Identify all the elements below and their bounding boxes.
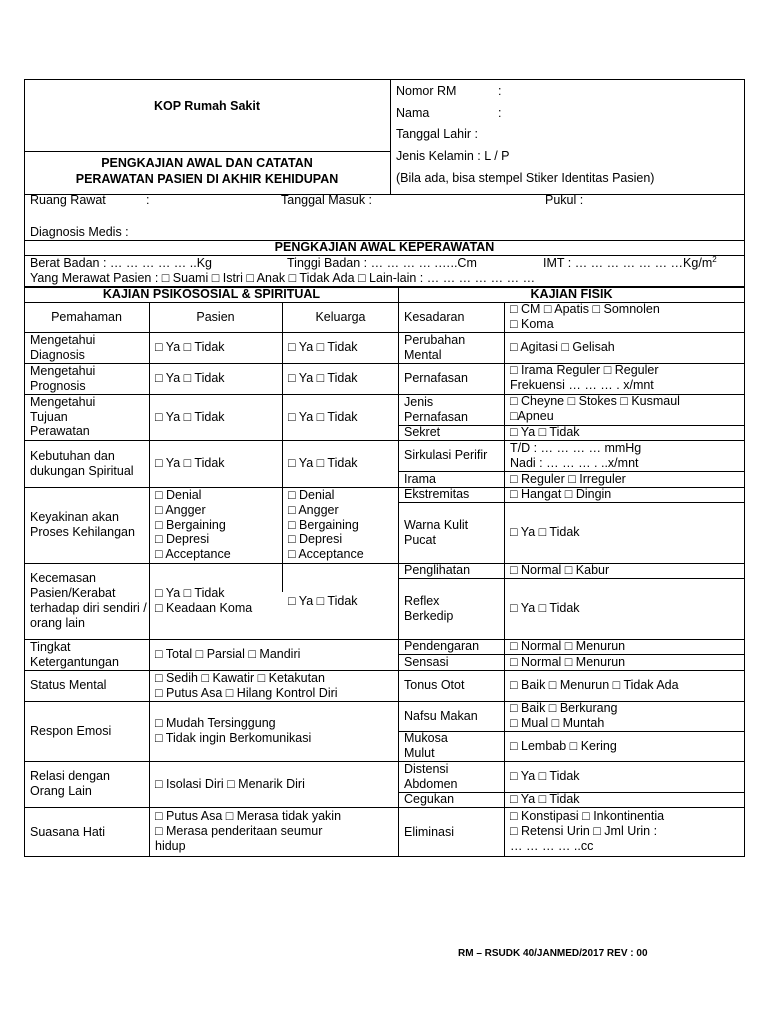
kesadaran-line2[interactable]: □ Koma: [510, 316, 554, 331]
tanggal-masuk-label: Tanggal Masuk :: [281, 193, 373, 207]
imt-superscript: 2: [712, 254, 717, 264]
suasana-line2[interactable]: □ Merasa penderitaan seumur: [155, 823, 323, 838]
tonus-options[interactable]: □ Baik □ Menurun □ Tidak Ada: [510, 678, 679, 693]
fisik-label-jenis-pernafasan: Jenis Pernafasan: [404, 394, 468, 424]
jenis-pernafasan-options[interactable]: [510, 394, 745, 424]
row-label-keyakinan: Keyakinan akan Proses Kehilangan: [30, 510, 135, 539]
psiko-col2-line: [282, 302, 283, 592]
kebutuhan-keluarga-checkbox[interactable]: □ Ya □ Tidak: [288, 456, 358, 471]
status-mental-options[interactable]: [155, 671, 395, 701]
fisik-label-distensi: Distensi Abdomen: [404, 761, 458, 791]
psiko-col1-line: [149, 302, 150, 857]
suasana-line1[interactable]: □ Putus Asa □ Merasa tidak yakin: [155, 809, 342, 823]
warna-kulit-checkbox[interactable]: □ Ya □ Tidak: [510, 525, 580, 540]
denial-checkbox[interactable]: □ Denial: [288, 488, 335, 502]
tujuan-pasien-checkbox[interactable]: □ Ya □ Tidak: [155, 409, 225, 424]
depresi-checkbox[interactable]: □ Depresi: [155, 532, 210, 547]
fisik-col-line: [504, 302, 505, 857]
row-label-suasana-hati: Suasana Hati: [30, 824, 106, 839]
tinggi-badan-field: Tinggi Badan : … … … … .…..Cm: [287, 256, 477, 270]
row-label-diagnosis: Mengetahui Diagnosis: [30, 332, 96, 362]
nomor-rm-label: Nomor RM: [396, 84, 457, 98]
nafsu-line2[interactable]: □ Mual □ Muntah: [510, 715, 605, 730]
fisik-label-pendengaran: Pendengaran: [404, 639, 480, 654]
row-label-kecemasan: Kecemasan Pasien/Kerabat terhadap diri sendiri / orang lain: [30, 571, 147, 630]
sensasi-options[interactable]: □ Normal □ Menurun: [510, 654, 626, 669]
diagnosis-pasien-checkbox[interactable]: □ Ya □ Tidak: [155, 340, 225, 355]
tanggal-lahir-label: Tanggal Lahir :: [396, 127, 479, 141]
info-box: [24, 194, 745, 241]
prognosis-keluarga-checkbox[interactable]: □ Ya □ Tidak: [288, 371, 358, 386]
sirkulasi-fields[interactable]: [510, 441, 742, 471]
pukul-label: Pukul :: [545, 193, 584, 207]
keyakinan-keluarga-options[interactable]: [288, 488, 398, 562]
form-code-footer: RM – RSUDK 40/JANMED/2017 REV : 00: [458, 948, 648, 959]
col-pemahaman: Pemahaman: [51, 309, 122, 324]
jenis-line2[interactable]: □Apneu: [510, 408, 554, 423]
prognosis-pasien-checkbox[interactable]: □ Ya □ Tidak: [155, 371, 225, 386]
kecemasan-pasien-checkbox[interactable]: □ Ya □ Tidak: [155, 586, 225, 600]
fisik-label-penglihatan: Penglihatan: [404, 563, 471, 578]
cegukan-checkbox[interactable]: □ Ya □ Tidak: [510, 792, 580, 807]
relasi-options[interactable]: □ Isolasi Diri □ Menarik Diri: [155, 776, 305, 791]
acceptance-checkbox[interactable]: □ Acceptance: [288, 547, 364, 562]
keyakinan-pasien-options[interactable]: [155, 488, 280, 562]
status-mental-line2[interactable]: □ Putus Asa □ Hilang Kontrol Diri: [155, 685, 338, 700]
angger-checkbox[interactable]: □ Angger: [155, 502, 206, 517]
penglihatan-options[interactable]: □ Normal □ Kabur: [510, 563, 610, 578]
form-title-line2: PERAWATAN PASIEN DI AKHIR KEHIDUPAN: [75, 172, 339, 186]
ekstremitas-options[interactable]: □ Hangat □ Dingin: [510, 487, 612, 502]
nafsu-line1[interactable]: □ Baik □ Berkurang: [510, 701, 618, 715]
fisik-label-sirkulasi: Sirkulasi Perifir: [404, 448, 488, 463]
nafsu-options[interactable]: [510, 701, 742, 731]
eliminasi-line3[interactable]: … … … … ..cc: [510, 838, 594, 853]
row-label-ketergantungan: Tingkat Ketergantungan: [30, 639, 119, 669]
fisik-label-warna-kulit: Warna Kulit Pucat: [404, 517, 469, 547]
reflex-checkbox[interactable]: □ Ya □ Tidak: [510, 601, 580, 616]
stiker-note: (Bila ada, bisa stempel Stiker Identitas Pasien): [396, 171, 655, 185]
fisik-label-pernafasan: Pernafasan: [404, 371, 468, 386]
suasana-line3: hidup: [155, 838, 186, 853]
jenis-line1[interactable]: □ Cheyne □ Stokes □ Kusmaul: [510, 394, 680, 408]
diagnosis-medis-label: Diagnosis Medis :: [30, 225, 129, 239]
distensi-checkbox[interactable]: □ Ya □ Tidak: [510, 769, 580, 784]
sekret-checkbox[interactable]: □ Ya □ Tidak: [510, 425, 580, 440]
kecemasan-pasien-options[interactable]: [155, 586, 280, 616]
col-keluarga: Keluarga: [315, 309, 366, 324]
row-label-relasi: Relasi dengan Orang Lain: [30, 769, 110, 798]
fisik-label-irama: Irama: [404, 471, 436, 486]
section-title: PENGKAJIAN AWAL KEPERAWATAN: [274, 240, 495, 254]
fisik-label-tonus-otot: Tonus Otot: [404, 678, 465, 693]
kecemasan-keluarga-checkbox[interactable]: □ Ya □ Tidak: [288, 593, 358, 608]
kebutuhan-pasien-checkbox[interactable]: □ Ya □ Tidak: [155, 456, 225, 471]
eliminasi-options[interactable]: [510, 809, 742, 853]
fisik-label-kesadaran: Kesadaran: [404, 309, 465, 324]
fisik-label-mukosa-mulut: Mukosa Mulut: [404, 731, 448, 760]
acceptance-checkbox[interactable]: □ Acceptance: [155, 547, 231, 562]
kop-rumah-sakit: KOP Rumah Sakit: [153, 99, 261, 113]
eliminasi-line1[interactable]: □ Konstipasi □ Inkontinentia: [510, 809, 665, 823]
fisik-title: KAJIAN FISIK: [530, 287, 613, 301]
tujuan-keluarga-checkbox[interactable]: □ Ya □ Tidak: [288, 409, 358, 424]
jenis-kelamin-label: Jenis Kelamin : L / P: [396, 149, 510, 163]
pernafasan-line1[interactable]: □ Irama Reguler □ Reguler: [510, 363, 659, 377]
nomor-rm-colon: :: [498, 84, 502, 98]
form-title-line1: PENGKAJIAN AWAL DAN CATATAN: [101, 156, 313, 170]
row-label-respon-emosi: Respon Emosi: [30, 723, 112, 738]
row-label-kebutuhan: Kebutuhan dan dukungan Spiritual: [30, 448, 134, 478]
tidak-berkomunikasi-checkbox[interactable]: □ Tidak ingin Berkomunikasi: [155, 730, 312, 745]
kesadaran-line1[interactable]: □ CM □ Apatis □ Somnolen: [510, 302, 660, 316]
bergaining-checkbox[interactable]: □ Bergaining: [155, 517, 226, 532]
pendengaran-options[interactable]: □ Normal □ Menurun: [510, 639, 626, 654]
imt-text: IMT : … … … … … … …Kg/m: [543, 256, 713, 270]
keadaan-koma-checkbox[interactable]: □ Keadaan Koma: [155, 600, 253, 615]
row-label-status-mental: Status Mental: [30, 678, 107, 693]
mukosa-options[interactable]: □ Lembab □ Kering: [510, 738, 617, 753]
depresi-checkbox[interactable]: □ Depresi: [288, 532, 343, 547]
eliminasi-line2[interactable]: □ Retensi Urin □ Jml Urin :: [510, 823, 658, 838]
status-mental-line1[interactable]: □ Sedih □ Kawatir □ Ketakutan: [155, 671, 325, 685]
perubahan-mental-options[interactable]: □ Agitasi □ Gelisah: [510, 340, 615, 355]
yang-merawat-field: Yang Merawat Pasien : □ Suami □ Istri □ Anak □ Tidak Ada □ Lain-lain : … … … … … … …: [30, 271, 536, 285]
nama-colon: :: [498, 106, 502, 120]
fisik-label-sekret: Sekret: [404, 425, 441, 440]
psiko-title: KAJIAN PSIKOSOSIAL & SPIRITUAL: [102, 287, 321, 301]
td-field[interactable]: T/D : … … … … mmHg: [510, 441, 642, 455]
irama-options[interactable]: □ Reguler □ Irreguler: [510, 471, 626, 486]
diagnosis-keluarga-checkbox[interactable]: □ Ya □ Tidak: [288, 340, 358, 355]
kesadaran-options[interactable]: [510, 302, 742, 332]
fisik-label-sensasi: Sensasi: [404, 654, 449, 669]
header-divider: [390, 79, 391, 195]
row-label-tujuan: Mengetahui Tujuan Perawatan: [30, 394, 96, 439]
respon-emosi-options[interactable]: [155, 716, 395, 746]
nadi-field[interactable]: Nadi : … … … . ..x/mnt: [510, 455, 639, 470]
row-label-prognosis: Mengetahui Prognosis: [30, 363, 96, 393]
fisik-label-nafsu-makan: Nafsu Makan: [404, 708, 478, 723]
ruang-rawat-colon: :: [146, 193, 150, 207]
mudah-tersinggung-checkbox[interactable]: □ Mudah Tersinggung: [155, 716, 276, 730]
angger-checkbox[interactable]: □ Angger: [288, 502, 339, 517]
suasana-hati-options[interactable]: [155, 809, 395, 853]
pernafasan-options[interactable]: [510, 363, 742, 393]
fisik-label-eliminasi: Eliminasi: [404, 824, 455, 839]
bergaining-checkbox[interactable]: □ Bergaining: [288, 517, 359, 532]
fisik-label-perubahan-mental: Perubahan Mental: [404, 332, 466, 362]
col-pasien: Pasien: [196, 309, 235, 324]
nama-label: Nama: [396, 106, 430, 120]
imt-field: [543, 256, 717, 271]
ketergantungan-options[interactable]: □ Total □ Parsial □ Mandiri: [155, 647, 301, 662]
kop-divider: [24, 151, 390, 152]
berat-badan-field: Berat Badan : … … … … … ..Kg: [30, 256, 213, 270]
fisik-label-ekstremitas: Ekstremitas: [404, 487, 470, 502]
pernafasan-line2[interactable]: Frekuensi … … … . x/mnt: [510, 377, 654, 392]
denial-checkbox[interactable]: □ Denial: [155, 488, 202, 502]
fisik-label-cegukan: Cegukan: [404, 792, 455, 807]
fisik-label-reflex: Reflex Berkedip: [404, 593, 454, 623]
ruang-rawat-label: Ruang Rawat: [30, 193, 106, 207]
